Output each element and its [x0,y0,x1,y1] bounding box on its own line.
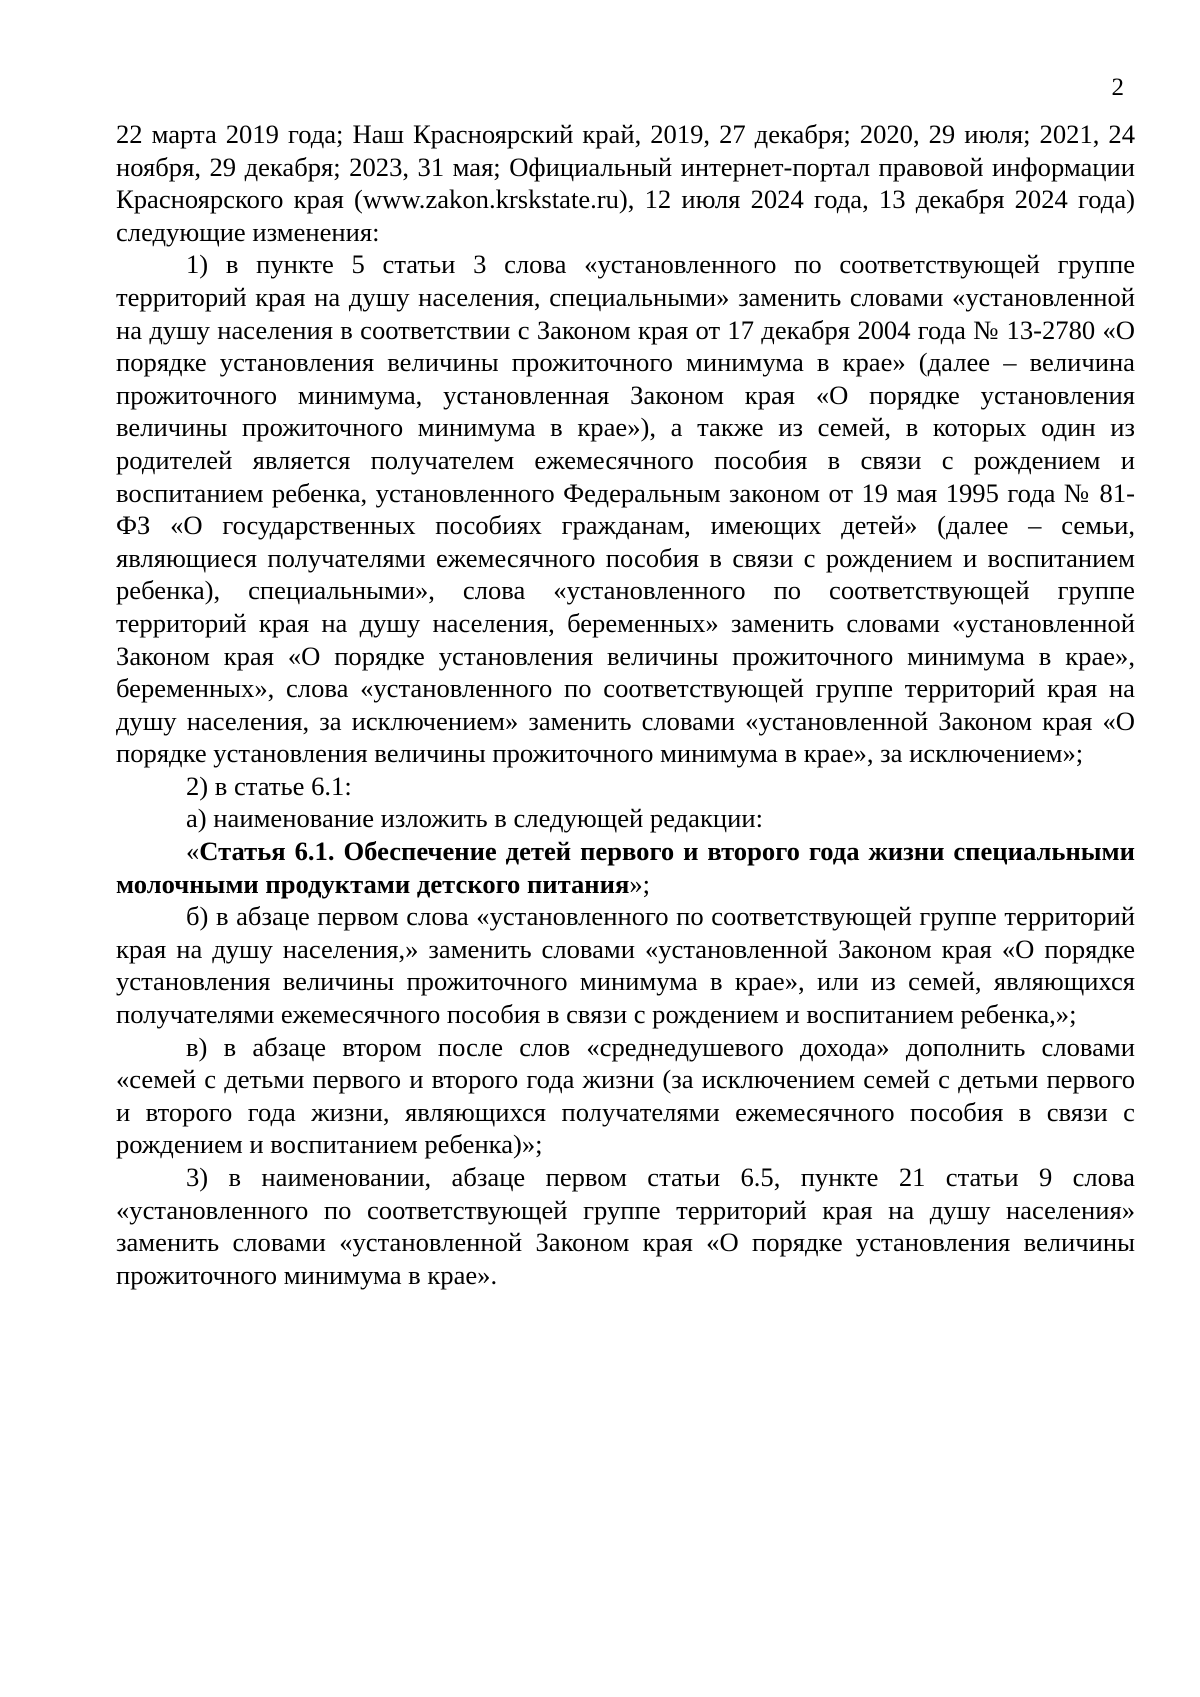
quote-open: « [186,836,200,867]
paragraph-article-title [116,835,1135,900]
paragraph-item-2: 2) в статье 6.1: [186,770,352,801]
document-body [116,118,1135,1291]
page-number: 2 [1111,74,1124,101]
quote-close: »; [629,868,651,899]
paragraph-intro: 22 марта 2019 года; Наш Красноярский край, 2019, 27 декабря; 2020, 29 июля; 2021, 24 ноября, 29 декабря; 2023, 31 мая; Официальный интернет-портал правовой информации Красноярского края (www.zakon.krskstate.ru), 12 июля 2024 года, 13 декабря 2024 года) следующие изменения: [116,119,1135,247]
paragraph-item-1: 1) в пункте 5 статьи 3 слова «установленного по соответствующей группе территорий края на душу населения, специальными» заменить словами «установленной на душу населения в соответствии с Законом края от 17 декабря 2004 года № 13-2780 «О порядке установления величины прожиточного минимума в крае» (далее – величина прожиточного минимума, установленная Законом края «О порядке установления величины прожиточного минимума в крае»), а также из семей, в которых один из родителей является получателем ежемесячного пособия в связи с рождением и воспитанием ребенка, установленного Федеральным законом от 19 мая 1995 года № 81-ФЗ «О государственных пособиях гражданам, имеющих детей» (далее – семьи, являющиеся получателями ежемесячного пособия в связи с рождением и воспитанием ребенка), специальными», слова «установленного по соответствующей группе территорий края на душу населения, беременных» заменить словами «установленной Законом края «О порядке установления величины прожиточного минимума в крае», беременных», слова «установленного по соответствующей группе территорий края на душу населения, за исключением» заменить словами «установленной Законом края «О порядке установления величины прожиточного минимума в крае», за исключением»; [116,249,1135,769]
article-title-bold: Статья 6.1. Обеспечение детей первого и второго года жизни специальными молочными продуктами детского питания [116,836,1135,899]
paragraph-item-3: 3) в наименовании, абзаце первом статьи 6.5, пункте 21 статьи 9 слова «установленного по соответствующей группе территорий края на душу населения» заменить словами «установленной Законом края «О порядке установления величины прожиточного минимума в крае». [116,1162,1135,1290]
paragraph-item-2a: а) наименование изложить в следующей редакции: [186,803,763,834]
paragraph-item-2b: б) в абзаце первом слова «установленного по соответствующей группе территорий края на душу населения,» заменить словами «установленной Законом края «О порядке установления величины прожиточного минимума в крае», или из семей, являющихся получателями ежемесячного пособия в связи с рождением и воспитанием ребенка,»; [116,901,1135,1030]
paragraph-item-2c: в) в абзаце втором после слов «среднедушевого дохода» дополнить словами «семей с детьми первого и второго года жизни (за исключением семей с детьми первого и второго года жизни, являющихся получателями ежемесячного пособия в связи с рождением и воспитанием ребенка)»; [116,1031,1135,1160]
